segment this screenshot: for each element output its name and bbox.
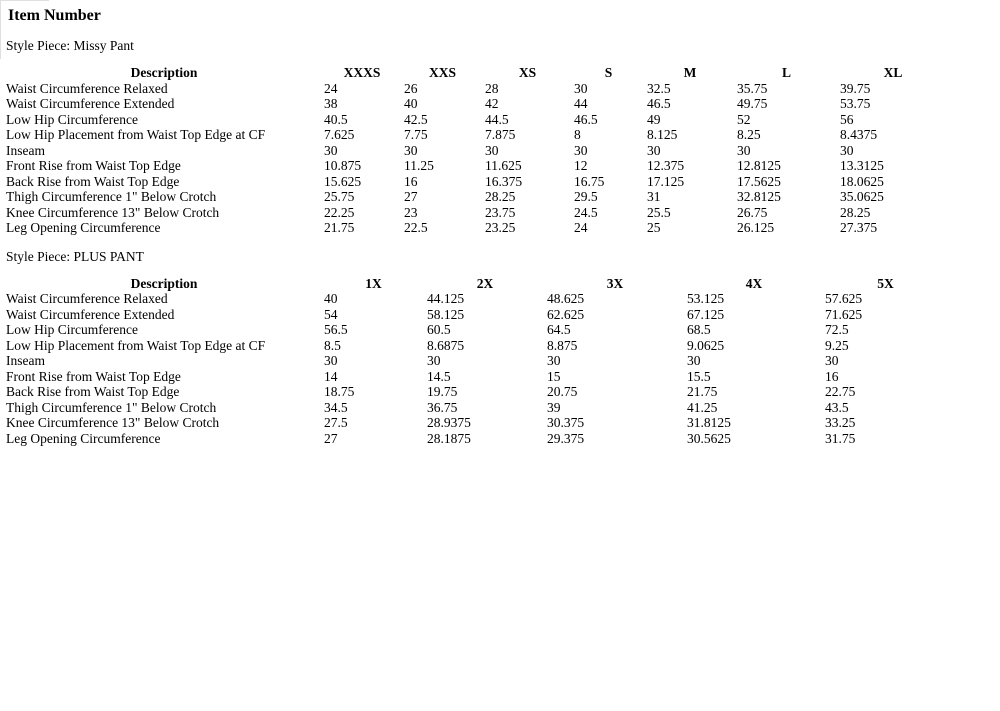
measurement-value: 8.6875 [427, 337, 465, 353]
size-column-header: XXS [428, 65, 456, 80]
measurement-value: 19.75 [427, 384, 458, 399]
table-row [6, 127, 948, 143]
measurement-value: 43.5 [825, 399, 849, 415]
measurement-value: 32.5 [647, 80, 671, 96]
measurement-value: 14 [324, 368, 338, 384]
measurement-description: Inseam [6, 142, 45, 158]
plus-pant-size-table [6, 276, 948, 447]
measurement-description: Low Hip Placement from Waist Top Edge at CF [6, 127, 266, 142]
measurement-value: 29.5 [574, 189, 598, 204]
measurement-value: 12 [574, 158, 588, 173]
measurement-value: 27.375 [840, 220, 878, 235]
size-column-header: XXXS [343, 65, 381, 80]
measurement-value: 58.125 [427, 306, 465, 322]
table-row [6, 307, 948, 323]
measurement-description: Thigh Circumference 1" Below Crotch [6, 189, 217, 204]
measurement-value: 9.25 [825, 337, 849, 353]
measurement-description: Knee Circumference 13" Below Crotch [6, 415, 220, 430]
measurement-value: 15.625 [324, 173, 362, 189]
measurement-value: 30 [324, 142, 338, 158]
measurement-value: 7.75 [404, 127, 428, 142]
measurement-value: 16.75 [574, 173, 605, 189]
size-column-header: 2X [476, 275, 494, 291]
measurement-value: 22.5 [404, 220, 428, 235]
measurement-description: Back Rise from Waist Top Edge [6, 384, 180, 399]
size-column-header: M [683, 65, 697, 80]
measurement-value: 30.375 [547, 415, 585, 430]
table-row [6, 291, 948, 307]
measurement-value: 52 [737, 111, 751, 127]
measurement-value: 18.75 [324, 384, 355, 399]
table-row [6, 415, 948, 431]
measurement-value: 53.125 [687, 291, 725, 306]
description-column-header: Description [130, 65, 198, 80]
table-row [6, 158, 948, 174]
table-row [6, 384, 948, 400]
measurement-value: 46.5 [574, 111, 598, 127]
measurement-value: 31 [647, 189, 661, 204]
measurement-value: 28.9375 [427, 415, 471, 430]
measurement-value: 30 [737, 142, 751, 158]
measurement-value: 30 [574, 80, 588, 96]
measurement-value: 25.75 [324, 189, 355, 204]
measurement-value: 24 [324, 80, 338, 96]
measurement-value: 30 [825, 353, 839, 368]
measurement-value: 27 [324, 430, 338, 446]
style-piece-label-missy-pant: Style Piece: Missy Pant [6, 38, 134, 53]
size-column-header: 4X [745, 275, 763, 291]
measurement-value: 25.5 [647, 204, 671, 220]
measurement-value: 20.75 [547, 384, 578, 399]
measurement-value: 25 [647, 220, 661, 235]
measurement-value: 11.25 [404, 158, 434, 173]
measurement-value: 16 [404, 173, 418, 189]
table-row [6, 81, 948, 97]
measurement-value: 34.5 [324, 399, 348, 415]
measurement-value: 10.875 [324, 158, 362, 173]
table-row [6, 174, 948, 190]
measurement-value: 67.125 [687, 306, 725, 322]
table-row [6, 143, 948, 159]
table-row [6, 322, 948, 338]
measurement-value: 44 [574, 96, 588, 111]
measurement-value: 30.5625 [687, 430, 731, 446]
measurement-value: 30 [840, 142, 854, 158]
measurement-value: 44.5 [485, 111, 509, 127]
measurement-value: 7.625 [324, 127, 355, 142]
measurement-value: 27 [404, 189, 418, 204]
measurement-description: Front Rise from Waist Top Edge [6, 368, 181, 384]
measurement-value: 17.5625 [737, 173, 781, 189]
size-column-header: 3X [606, 275, 624, 291]
measurement-value: 15.5 [687, 368, 711, 384]
measurement-value: 13.3125 [840, 158, 884, 173]
measurement-value: 16 [825, 368, 839, 384]
size-column-header: XS [518, 65, 537, 80]
measurement-value: 60.5 [427, 322, 451, 337]
measurement-value: 8.4375 [840, 127, 878, 142]
style-piece-label-plus-pant: Style Piece: PLUS PANT [6, 248, 144, 264]
page-title: Item Number [8, 7, 101, 24]
table-row [6, 338, 948, 354]
measurement-value: 26.125 [737, 220, 775, 235]
table-row [6, 220, 948, 236]
measurement-value: 26 [404, 80, 418, 96]
measurement-value: 68.5 [687, 322, 711, 337]
table-row [6, 112, 948, 128]
measurement-value: 22.75 [825, 384, 856, 399]
measurement-description: Front Rise from Waist Top Edge [6, 158, 181, 173]
measurement-description: Waist Circumference Relaxed [6, 291, 168, 306]
measurement-value: 40 [404, 96, 418, 111]
measurement-description: Thigh Circumference 1" Below Crotch [6, 399, 217, 415]
measurement-value: 12.375 [647, 158, 685, 173]
measurement-value: 56 [840, 111, 854, 127]
table-row [6, 96, 948, 112]
measurement-value: 30 [687, 353, 701, 368]
measurement-value: 44.125 [427, 291, 465, 306]
measurement-description: Waist Circumference Relaxed [6, 80, 168, 96]
table-row [6, 189, 948, 205]
measurement-value: 40.5 [324, 111, 348, 127]
measurement-description: Leg Opening Circumference [6, 220, 161, 235]
size-column-header: XL [883, 65, 903, 80]
measurement-value: 28.25 [840, 204, 871, 220]
measurement-description: Leg Opening Circumference [6, 430, 161, 446]
measurement-value: 30 [324, 353, 338, 368]
measurement-value: 46.5 [647, 96, 671, 111]
header-row [6, 276, 948, 292]
size-column-header: 5X [877, 275, 894, 291]
measurement-description: Inseam [6, 353, 45, 368]
missy-pant-size-table [6, 65, 948, 236]
measurement-value: 22.25 [324, 204, 355, 220]
measurement-description: Waist Circumference Extended [6, 306, 175, 322]
measurement-description: Knee Circumference 13" Below Crotch [6, 204, 220, 220]
measurement-value: 53.75 [840, 96, 871, 111]
measurement-value: 12.8125 [737, 158, 781, 173]
measurement-description: Low Hip Circumference [6, 111, 138, 127]
measurement-value: 38 [324, 96, 338, 111]
measurement-value: 28 [485, 80, 499, 96]
measurement-value: 40 [324, 291, 338, 306]
header-row [6, 65, 948, 81]
measurement-value: 15 [547, 368, 561, 384]
measurement-value: 24 [574, 220, 588, 235]
measurement-value: 16.375 [485, 173, 523, 189]
measurement-value: 39 [547, 399, 561, 415]
measurement-value: 30 [647, 142, 661, 158]
measurement-value: 57.625 [825, 291, 863, 306]
measurement-value: 27.5 [324, 415, 348, 430]
measurement-value: 8.125 [647, 127, 678, 142]
measurement-value: 35.75 [737, 80, 768, 96]
measurement-description: Low Hip Circumference [6, 322, 138, 337]
measurement-value: 17.125 [647, 173, 685, 189]
measurement-value: 62.625 [547, 306, 585, 322]
measurement-value: 48.625 [547, 291, 585, 306]
description-column-header: Description [130, 275, 198, 291]
measurement-value: 8.875 [547, 337, 578, 353]
measurement-value: 8.25 [737, 127, 761, 142]
measurement-value: 26.75 [737, 204, 768, 220]
measurement-description: Low Hip Placement from Waist Top Edge at CF [6, 337, 266, 353]
table-row [6, 431, 948, 447]
measurement-value: 23.25 [485, 220, 516, 235]
measurement-value: 30 [574, 142, 588, 158]
measurement-value: 30 [485, 142, 499, 158]
measurement-value: 36.75 [427, 399, 458, 415]
measurement-value: 31.8125 [687, 415, 731, 430]
measurement-value: 8.5 [324, 337, 341, 353]
measurement-value: 23.75 [485, 204, 516, 220]
measurement-value: 14.5 [427, 368, 451, 384]
measurement-value: 18.0625 [840, 173, 884, 189]
measurement-value: 29.375 [547, 430, 585, 446]
size-column-header: 1X [365, 275, 382, 291]
measurement-value: 49 [647, 111, 661, 127]
measurement-value: 39.75 [840, 80, 871, 96]
measurement-value: 30 [404, 142, 418, 158]
table-row [6, 205, 948, 221]
measurement-value: 23 [404, 204, 418, 220]
measurement-value: 28.1875 [427, 430, 471, 446]
measurement-value: 24.5 [574, 204, 598, 220]
measurement-value: 30 [547, 353, 561, 368]
measurement-description: Back Rise from Waist Top Edge [6, 173, 180, 189]
measurement-value: 21.75 [324, 220, 355, 235]
measurement-value: 72.5 [825, 322, 849, 337]
measurement-value: 64.5 [547, 322, 571, 337]
measurement-value: 30 [427, 353, 441, 368]
measurement-value: 8 [574, 127, 581, 142]
measurement-value: 21.75 [687, 384, 718, 399]
measurement-value: 7.875 [485, 127, 516, 142]
measurement-value: 41.25 [687, 399, 718, 415]
table-row [6, 400, 948, 416]
measurement-value: 49.75 [737, 96, 768, 111]
measurement-value: 71.625 [825, 306, 863, 322]
size-column-header: L [781, 65, 791, 80]
measurement-value: 35.0625 [840, 189, 884, 204]
measurement-value: 9.0625 [687, 337, 725, 353]
measurement-value: 56.5 [324, 322, 348, 337]
measurement-value: 31.75 [825, 430, 856, 446]
measurement-value: 32.8125 [737, 189, 781, 204]
size-column-header: S [604, 65, 613, 80]
measurement-value: 33.25 [825, 415, 856, 430]
table-row [6, 353, 948, 369]
measurement-description: Waist Circumference Extended [6, 96, 175, 111]
measurement-value: 11.625 [485, 158, 522, 173]
measurement-value: 54 [324, 306, 338, 322]
measurement-value: 42.5 [404, 111, 428, 127]
table-row [6, 369, 948, 385]
measurement-value: 28.25 [485, 189, 516, 204]
measurement-value: 42 [485, 96, 499, 111]
